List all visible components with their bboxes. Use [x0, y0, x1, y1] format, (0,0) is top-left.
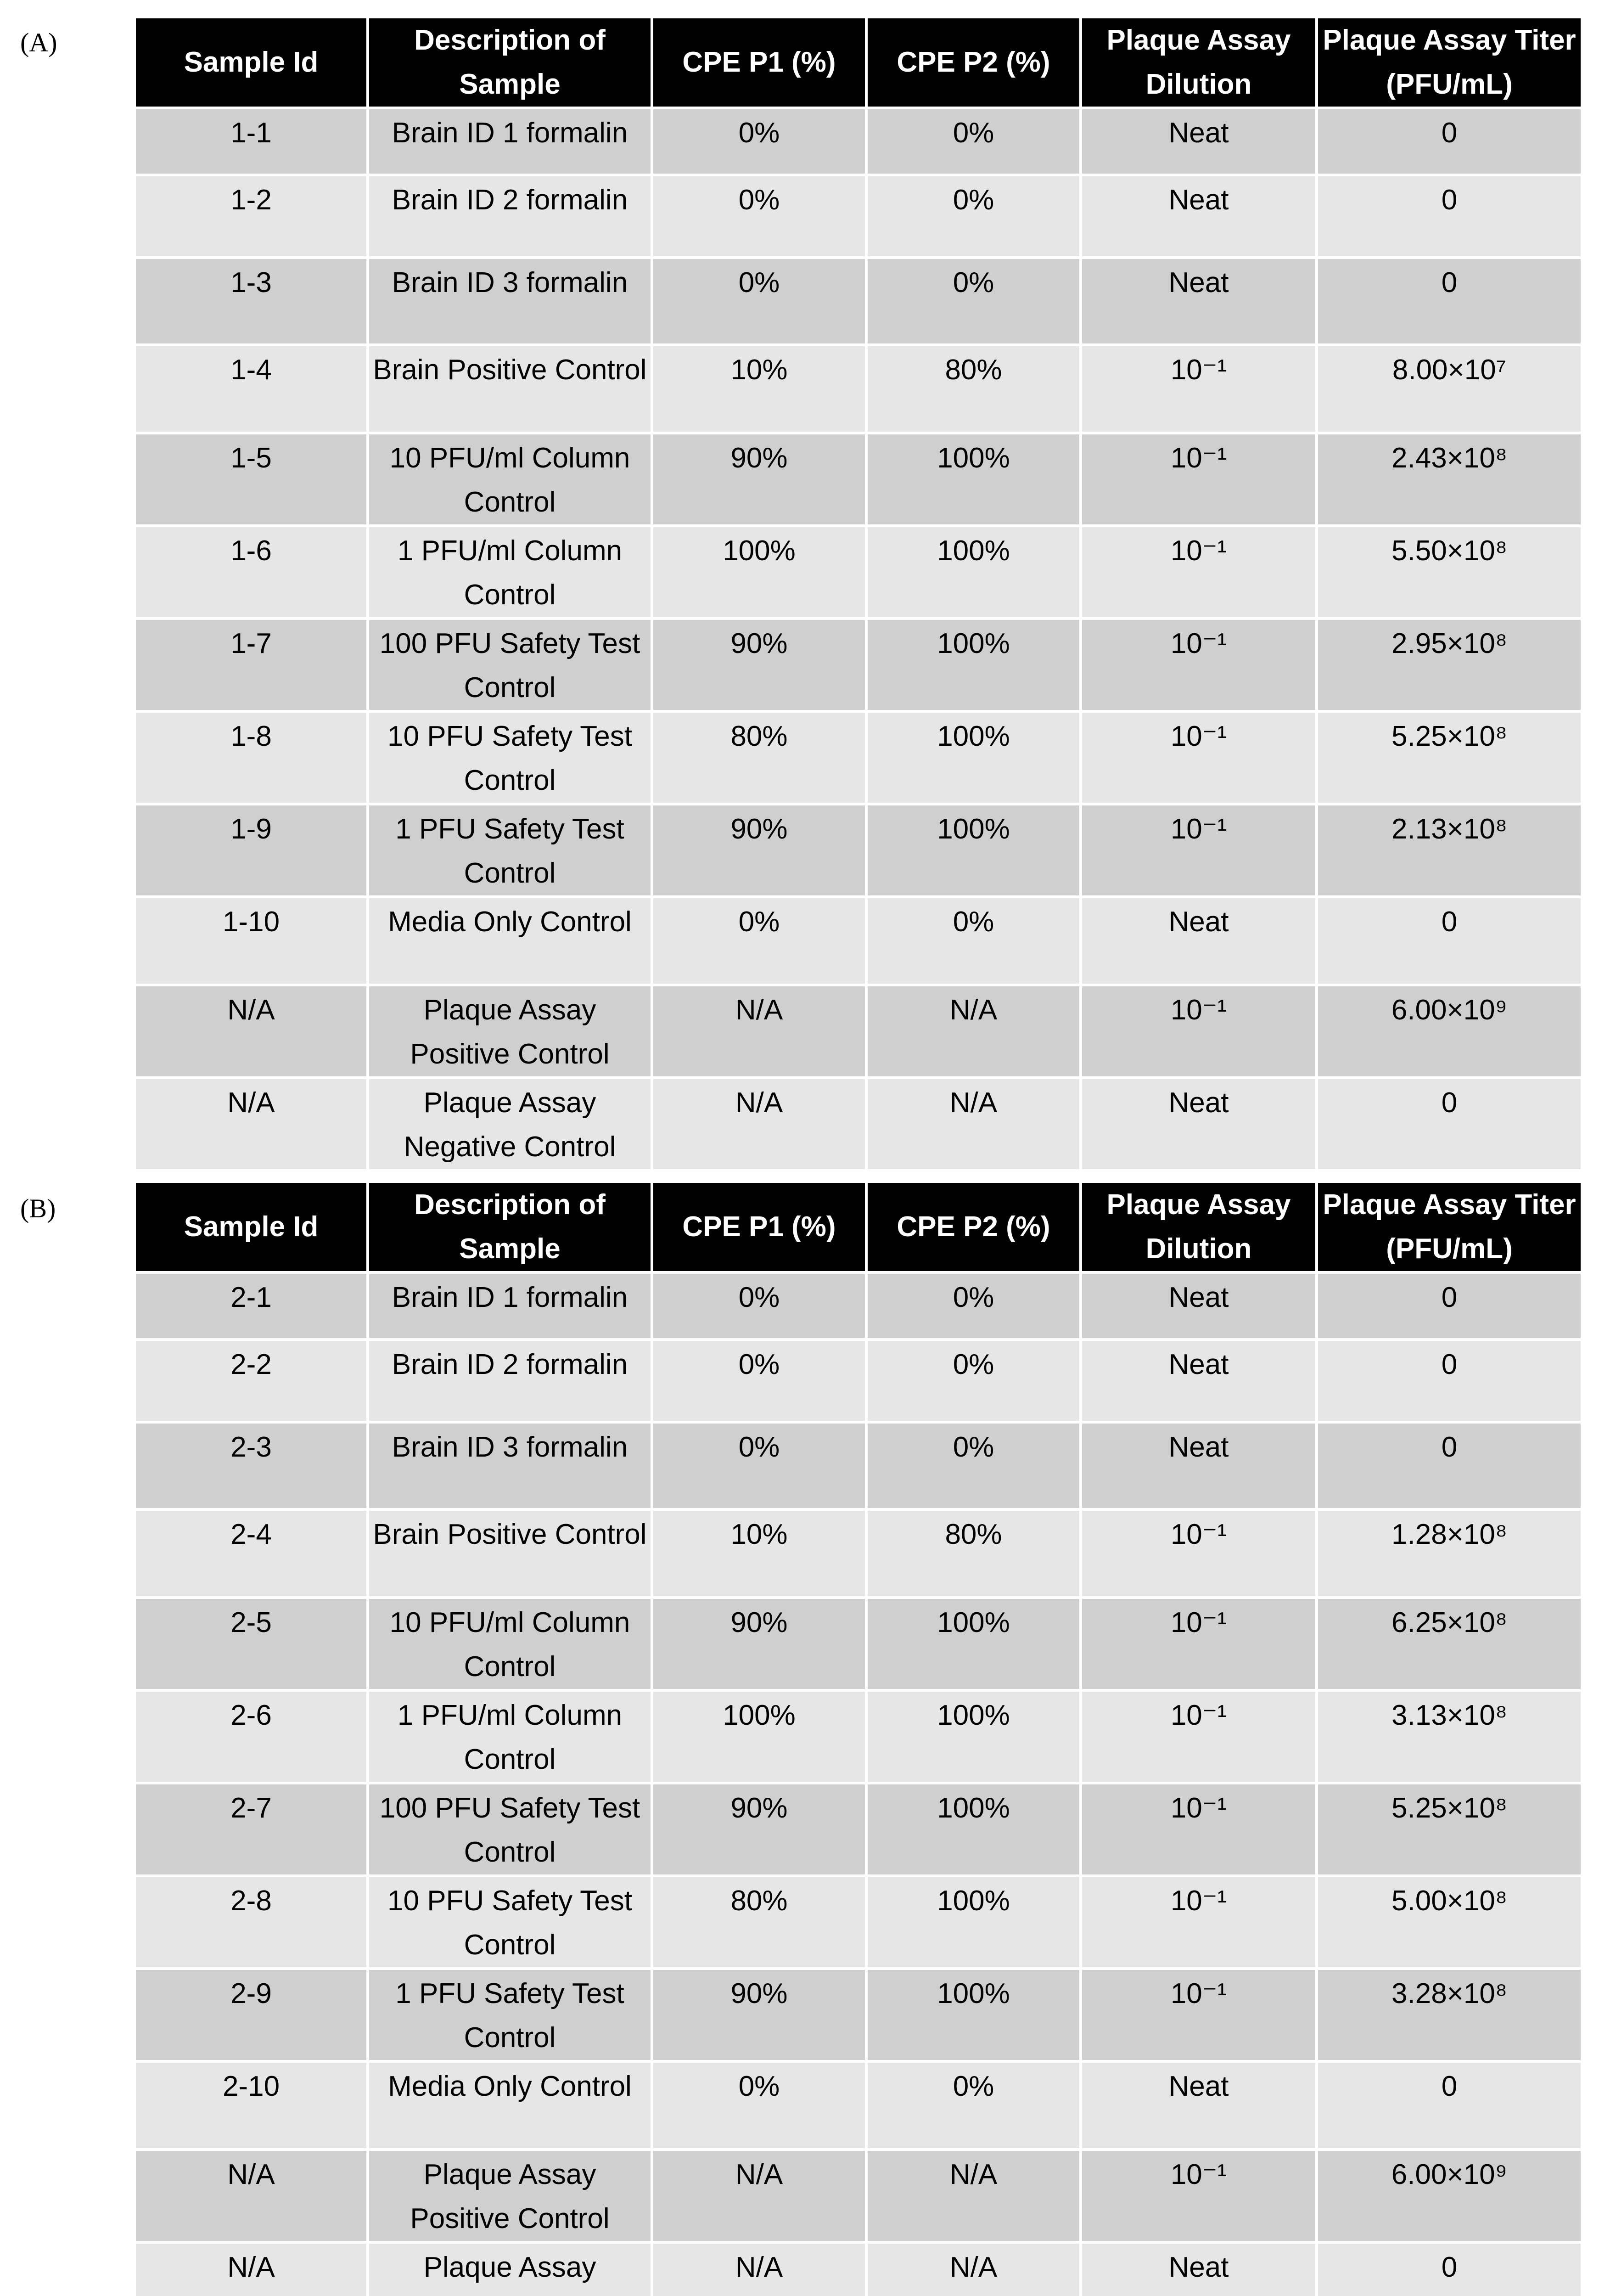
table-row — [136, 713, 1581, 803]
description-cell: Plaque Assay Positive Control — [369, 986, 651, 1076]
titer-cell: 5.00×10⁸ — [1318, 1877, 1581, 1967]
dilution-cell: 10⁻¹ — [1082, 1599, 1315, 1689]
cpe-p2-cell: 0% — [868, 898, 1079, 984]
table-row — [136, 434, 1581, 524]
cpe-p1-cell: 0% — [653, 176, 865, 256]
description-cell: 1 PFU Safety Test Control — [369, 1970, 651, 2060]
titer-cell: 0 — [1318, 109, 1581, 174]
dilution-cell: 10⁻¹ — [1082, 620, 1315, 710]
dilution-cell: Neat — [1082, 259, 1315, 343]
titer-cell: 0 — [1318, 176, 1581, 256]
table-row — [136, 1784, 1581, 1874]
table-row — [136, 1274, 1581, 1338]
dilution-cell: 10⁻¹ — [1082, 1784, 1315, 1874]
table-row — [136, 1599, 1581, 1689]
sample-id-cell: 1-4 — [136, 346, 366, 432]
sample-id-cell: 1-9 — [136, 805, 366, 895]
titer-cell: 3.13×10⁸ — [1318, 1692, 1581, 1782]
sample-id-cell: N/A — [136, 2151, 366, 2241]
cpe-p2-cell: 100% — [868, 1970, 1079, 2060]
description-cell: Plaque Assay Negative Control — [369, 1079, 651, 1169]
table-row — [136, 1511, 1581, 1596]
sample-id-cell: 2-9 — [136, 1970, 366, 2060]
dilution-cell: 10⁻¹ — [1082, 986, 1315, 1076]
cpe-p2-cell: 100% — [868, 434, 1079, 524]
cpe-p1-cell: 90% — [653, 1599, 865, 1689]
titer-cell: 5.50×10⁸ — [1318, 527, 1581, 617]
dilution-cell: 10⁻¹ — [1082, 805, 1315, 895]
cpe-p2-cell: 0% — [868, 1341, 1079, 1421]
cpe-p2-cell: 80% — [868, 346, 1079, 432]
sample-id-cell: N/A — [136, 1079, 366, 1169]
description-cell: 10 PFU/ml Column Control — [369, 434, 651, 524]
sample-id-cell: 2-8 — [136, 1877, 366, 1967]
sample-id-cell: 1-7 — [136, 620, 366, 710]
titer-cell: 0 — [1318, 1274, 1581, 1338]
cpe-p2-cell: 100% — [868, 620, 1079, 710]
titer-cell: 5.25×10⁸ — [1318, 1784, 1581, 1874]
titer-cell: 2.95×10⁸ — [1318, 620, 1581, 710]
sample-id-cell: 2-10 — [136, 2063, 366, 2148]
dilution-cell: Neat — [1082, 1079, 1315, 1169]
table-row — [136, 527, 1581, 617]
dilution-cell: 10⁻¹ — [1082, 527, 1315, 617]
table-row — [136, 1424, 1581, 1508]
titer-cell: 6.25×10⁸ — [1318, 1599, 1581, 1689]
cpe-p1-cell: 100% — [653, 527, 865, 617]
cpe-p2-cell: 0% — [868, 1274, 1079, 1338]
sample-id-cell: 1-8 — [136, 713, 366, 803]
description-cell: 1 PFU/ml Column Control — [369, 1692, 651, 1782]
titer-cell: 0 — [1318, 1424, 1581, 1508]
results-table-b — [133, 1180, 1583, 2296]
cpe-p1-cell: 90% — [653, 1970, 865, 2060]
table-row — [136, 1970, 1581, 2060]
cpe-p2-cell: 0% — [868, 1424, 1079, 1508]
description-cell: Brain ID 3 formalin — [369, 1424, 651, 1508]
cpe-p2-cell: 0% — [868, 2063, 1079, 2148]
titer-cell: 0 — [1318, 1341, 1581, 1421]
table-row — [136, 346, 1581, 432]
cpe-p1-cell: 0% — [653, 2063, 865, 2148]
table-row — [136, 805, 1581, 895]
cpe-p1-cell: 10% — [653, 1511, 865, 1596]
column-header-plaque-titer: Plaque Assay Titer (PFU/mL) — [1318, 18, 1581, 107]
cpe-p1-cell: N/A — [653, 2151, 865, 2241]
titer-cell: 0 — [1318, 2244, 1581, 2296]
cpe-p2-cell: N/A — [868, 2151, 1079, 2241]
description-cell: Plaque Assay Positive Control — [369, 2151, 651, 2241]
results-table-a — [133, 16, 1583, 1172]
description-cell: Brain ID 2 formalin — [369, 1341, 651, 1421]
table-row — [136, 2151, 1581, 2241]
titer-cell: 2.43×10⁸ — [1318, 434, 1581, 524]
sample-id-cell: 2-6 — [136, 1692, 366, 1782]
column-header-cpe-p2: CPE P2 (%) — [868, 1183, 1079, 1271]
description-cell: Brain ID 1 formalin — [369, 1274, 651, 1338]
description-cell: Brain ID 1 formalin — [369, 109, 651, 174]
cpe-p1-cell: N/A — [653, 2244, 865, 2296]
cpe-p1-cell: 0% — [653, 1341, 865, 1421]
cpe-p1-cell: N/A — [653, 986, 865, 1076]
sample-id-cell: 2-2 — [136, 1341, 366, 1421]
titer-cell: 6.00×10⁹ — [1318, 2151, 1581, 2241]
cpe-p1-cell: 0% — [653, 1424, 865, 1508]
table-row — [136, 259, 1581, 343]
column-header-sample-id: Sample Id — [136, 18, 366, 107]
cpe-p2-cell: 80% — [868, 1511, 1079, 1596]
description-cell: Plaque Assay — [369, 2244, 651, 2296]
description-cell: 1 PFU/ml Column Control — [369, 527, 651, 617]
cpe-p2-cell: 0% — [868, 109, 1079, 174]
titer-cell: 0 — [1318, 1079, 1581, 1169]
dilution-cell: 10⁻¹ — [1082, 2151, 1315, 2241]
column-header-cpe-p2: CPE P2 (%) — [868, 18, 1079, 107]
sample-id-cell: 2-3 — [136, 1424, 366, 1508]
sample-id-cell: 1-5 — [136, 434, 366, 524]
dilution-cell: Neat — [1082, 176, 1315, 256]
cpe-p2-cell: N/A — [868, 1079, 1079, 1169]
table-row — [136, 109, 1581, 174]
cpe-p1-cell: 80% — [653, 1877, 865, 1967]
dilution-cell: 10⁻¹ — [1082, 434, 1315, 524]
dilution-cell: 10⁻¹ — [1082, 346, 1315, 432]
cpe-p2-cell: 0% — [868, 176, 1079, 256]
sample-id-cell: 1-6 — [136, 527, 366, 617]
column-header-cpe-p1: CPE P1 (%) — [653, 1183, 865, 1271]
description-cell: Media Only Control — [369, 898, 651, 984]
titer-cell: 5.25×10⁸ — [1318, 713, 1581, 803]
table-row — [136, 176, 1581, 256]
titer-cell: 0 — [1318, 2063, 1581, 2148]
sample-id-cell: 1-10 — [136, 898, 366, 984]
cpe-p2-cell: N/A — [868, 986, 1079, 1076]
cpe-p1-cell: 0% — [653, 898, 865, 984]
header-row — [136, 1183, 1581, 1271]
dilution-cell: Neat — [1082, 1274, 1315, 1338]
cpe-p1-cell: 80% — [653, 713, 865, 803]
dilution-cell: 10⁻¹ — [1082, 713, 1315, 803]
titer-cell: 0 — [1318, 259, 1581, 343]
titer-cell: 1.28×10⁸ — [1318, 1511, 1581, 1596]
column-header-description: Description of Sample — [369, 1183, 651, 1271]
dilution-cell: Neat — [1082, 1341, 1315, 1421]
table-row — [136, 1341, 1581, 1421]
description-cell: 10 PFU Safety Test Control — [369, 1877, 651, 1967]
titer-cell: 0 — [1318, 898, 1581, 984]
cpe-p2-cell: 100% — [868, 1877, 1079, 1967]
sample-id-cell: 2-1 — [136, 1274, 366, 1338]
cpe-p1-cell: 90% — [653, 620, 865, 710]
titer-cell: 8.00×10⁷ — [1318, 346, 1581, 432]
table-row — [136, 1692, 1581, 1782]
table-row — [136, 898, 1581, 984]
column-header-cpe-p1: CPE P1 (%) — [653, 18, 865, 107]
table-row — [136, 1079, 1581, 1169]
sample-id-cell: N/A — [136, 2244, 366, 2296]
cpe-p2-cell: 100% — [868, 1692, 1079, 1782]
cpe-p2-cell: 100% — [868, 1599, 1079, 1689]
column-header-sample-id: Sample Id — [136, 1183, 366, 1271]
sample-id-cell: 1-3 — [136, 259, 366, 343]
header-row — [136, 18, 1581, 107]
cpe-p2-cell: 100% — [868, 805, 1079, 895]
cpe-p1-cell: 90% — [653, 805, 865, 895]
column-header-plaque-titer: Plaque Assay Titer (PFU/mL) — [1318, 1183, 1581, 1271]
cpe-p1-cell: 0% — [653, 109, 865, 174]
column-header-plaque-dilution: Plaque Assay Dilution — [1082, 1183, 1315, 1271]
cpe-p2-cell: 100% — [868, 713, 1079, 803]
dilution-cell: 10⁻¹ — [1082, 1970, 1315, 2060]
column-header-description: Description of Sample — [369, 18, 651, 107]
dilution-cell: 10⁻¹ — [1082, 1511, 1315, 1596]
titer-cell: 3.28×10⁸ — [1318, 1970, 1581, 2060]
dilution-cell: Neat — [1082, 109, 1315, 174]
dilution-cell: Neat — [1082, 898, 1315, 984]
cpe-p1-cell: 90% — [653, 434, 865, 524]
titer-cell: 2.13×10⁸ — [1318, 805, 1581, 895]
dilution-cell: 10⁻¹ — [1082, 1877, 1315, 1967]
cpe-p1-cell: N/A — [653, 1079, 865, 1169]
sample-id-cell: N/A — [136, 986, 366, 1076]
cpe-p1-cell: 10% — [653, 346, 865, 432]
table-row — [136, 620, 1581, 710]
description-cell: Brain Positive Control — [369, 1511, 651, 1596]
description-cell: 1 PFU Safety Test Control — [369, 805, 651, 895]
cpe-p1-cell: 0% — [653, 1274, 865, 1338]
dilution-cell: Neat — [1082, 2063, 1315, 2148]
sample-id-cell: 2-4 — [136, 1511, 366, 1596]
cpe-p2-cell: 100% — [868, 527, 1079, 617]
sample-id-cell: 1-1 — [136, 109, 366, 174]
titer-cell: 6.00×10⁹ — [1318, 986, 1581, 1076]
cpe-p2-cell: 0% — [868, 259, 1079, 343]
sample-id-cell: 2-5 — [136, 1599, 366, 1689]
panel-label-b: (B) — [20, 1193, 56, 1223]
table-row — [136, 2244, 1581, 2296]
panel-label-a: (A) — [20, 28, 57, 57]
description-cell: Brain ID 3 formalin — [369, 259, 651, 343]
description-cell: 10 PFU Safety Test Control — [369, 713, 651, 803]
description-cell: 100 PFU Safety Test Control — [369, 1784, 651, 1874]
table-row — [136, 1877, 1581, 1967]
table-row — [136, 986, 1581, 1076]
description-cell: Brain ID 2 formalin — [369, 176, 651, 256]
cpe-p1-cell: 90% — [653, 1784, 865, 1874]
cpe-p1-cell: 100% — [653, 1692, 865, 1782]
sample-id-cell: 1-2 — [136, 176, 366, 256]
dilution-cell: 10⁻¹ — [1082, 1692, 1315, 1782]
dilution-cell: Neat — [1082, 2244, 1315, 2296]
sample-id-cell: 2-7 — [136, 1784, 366, 1874]
column-header-plaque-dilution: Plaque Assay Dilution — [1082, 18, 1315, 107]
table-row — [136, 2063, 1581, 2148]
description-cell: 100 PFU Safety Test Control — [369, 620, 651, 710]
dilution-cell: Neat — [1082, 1424, 1315, 1508]
cpe-p2-cell: 100% — [868, 1784, 1079, 1874]
description-cell: Brain Positive Control — [369, 346, 651, 432]
cpe-p1-cell: 0% — [653, 259, 865, 343]
description-cell: 10 PFU/ml Column Control — [369, 1599, 651, 1689]
cpe-p2-cell: N/A — [868, 2244, 1079, 2296]
description-cell: Media Only Control — [369, 2063, 651, 2148]
